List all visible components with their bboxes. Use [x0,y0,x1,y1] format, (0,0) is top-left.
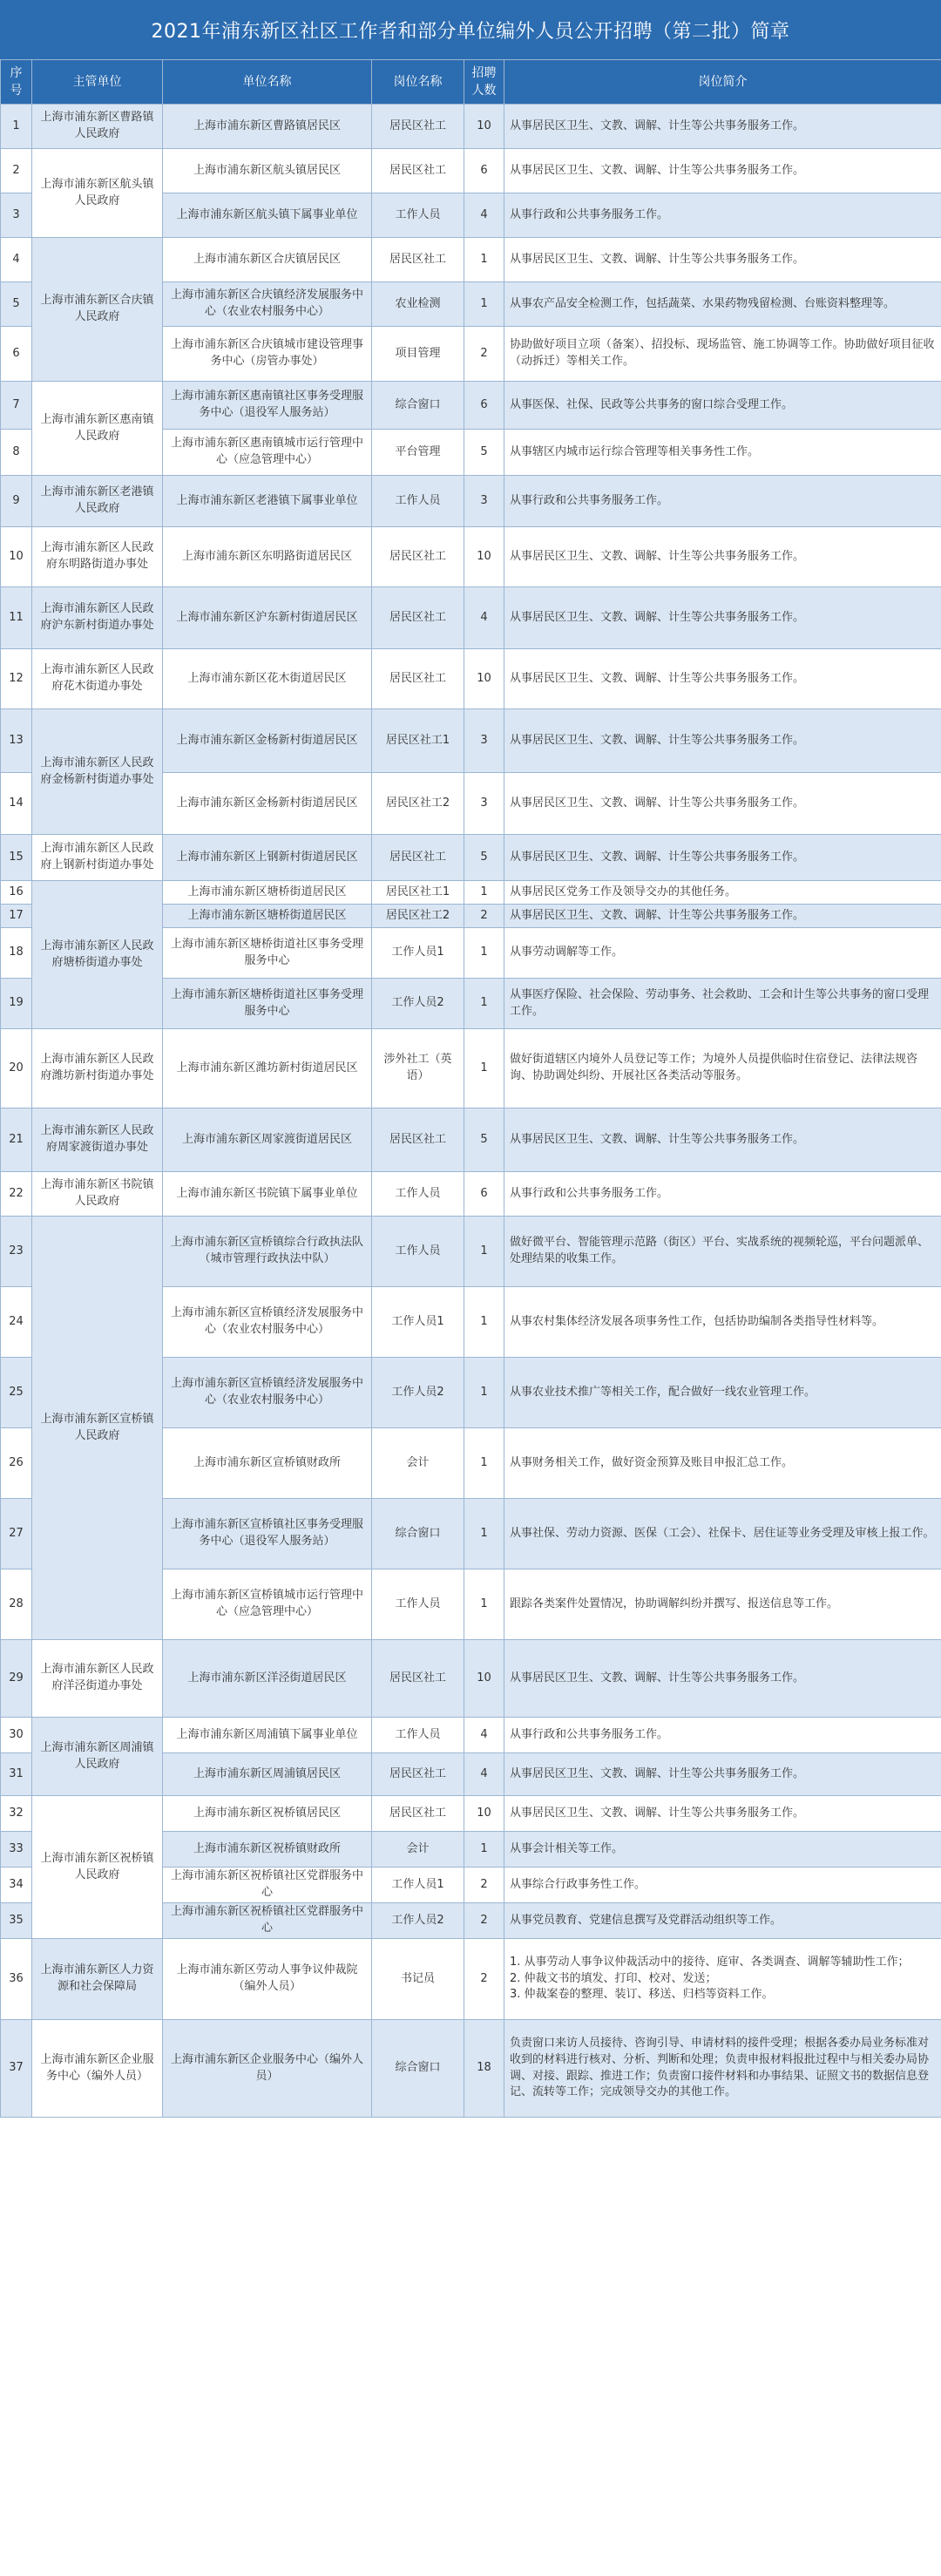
hire-count: 1 [464,282,504,327]
hire-count: 1 [464,1428,504,1499]
row-number: 9 [1,476,32,527]
hire-count: 6 [464,1172,504,1217]
table-row [1,105,941,149]
post-name: 项目管理 [372,327,464,382]
post-description: 从事党员教育、党建信息撰写及党群活动组织等工作。 [504,1903,941,1939]
post-description: 跟踪各类案件处置情况，协助调解纠纷并撰写、报送信息等工作。 [504,1569,941,1640]
hire-count: 2 [464,1903,504,1939]
post-name: 居民区社工 [372,105,464,149]
hire-count: 1 [464,1217,504,1287]
post-description: 从事医疗保险、社会保险、劳动事务、社会救助、工会和计生等公共事务的窗口受理工作。 [504,979,941,1029]
row-number: 28 [1,1569,32,1640]
supervisor-unit: 上海市浦东新区人民政府金杨新村街道办事处 [32,709,163,835]
supervisor-unit: 上海市浦东新区曹路镇人民政府 [32,105,163,149]
org-name: 上海市浦东新区祝桥镇居民区 [163,1796,372,1832]
row-number: 32 [1,1796,32,1832]
post-name: 居民区社工 [372,587,464,649]
row-number: 21 [1,1108,32,1172]
hire-count: 18 [464,2020,504,2118]
row-number: 25 [1,1358,32,1428]
org-name: 上海市浦东新区花木街道居民区 [163,649,372,709]
org-name: 上海市浦东新区合庆镇城市建设管理事务中心（房管办事处） [163,327,372,382]
row-number: 3 [1,193,32,238]
org-name: 上海市浦东新区企业服务中心（编外人员） [163,2020,372,2118]
post-description: 从事农产品安全检测工作，包括蔬菜、水果药物残留检测、台账资料整理等。 [504,282,941,327]
row-number: 19 [1,979,32,1029]
post-description: 从事居民区党务工作及领导交办的其他任务。 [504,881,941,905]
supervisor-unit: 上海市浦东新区祝桥镇人民政府 [32,1796,163,1939]
row-number: 7 [1,382,32,430]
post-name: 居民区社工1 [372,881,464,905]
hire-count: 4 [464,193,504,238]
hire-count: 2 [464,1868,504,1903]
hire-count: 2 [464,1939,504,2020]
hire-count: 4 [464,1753,504,1796]
header-post: 岗位名称 [372,60,464,105]
hire-count: 3 [464,709,504,773]
table-row [1,709,941,773]
table-row [1,1939,941,2020]
supervisor-unit: 上海市浦东新区书院镇人民政府 [32,1172,163,1217]
post-name: 工作人员 [372,1217,464,1287]
row-number: 10 [1,527,32,587]
post-description: 1. 从事劳动人事争议仲裁活动中的接待、庭审、各类调查、调解等辅助性工作； 2. 仲裁文书的填发、打印、校对、发送； 3. 仲裁案卷的整理、装订、移送、归档等资料工作。 [504,1939,941,2020]
post-description: 从事居民区卫生、文教、调解、计生等公共事务服务工作。 [504,905,941,928]
post-name: 居民区社工 [372,1640,464,1718]
row-number: 18 [1,928,32,979]
table-row [1,881,941,905]
supervisor-unit: 上海市浦东新区合庆镇人民政府 [32,238,163,382]
hire-count: 1 [464,1499,504,1569]
hire-count: 6 [464,382,504,430]
post-name: 书记员 [372,1939,464,2020]
hire-count: 2 [464,327,504,382]
post-name: 平台管理 [372,430,464,476]
supervisor-unit: 上海市浦东新区惠南镇人民政府 [32,382,163,476]
org-name: 上海市浦东新区潍坊新村街道居民区 [163,1029,372,1108]
post-description: 从事会计相关等工作。 [504,1832,941,1868]
header-org: 单位名称 [163,60,372,105]
post-name: 工作人员 [372,193,464,238]
org-name: 上海市浦东新区宣桥镇经济发展服务中心（农业农村服务中心） [163,1358,372,1428]
supervisor-unit: 上海市浦东新区人力资源和社会保障局 [32,1939,163,2020]
post-description: 做好微平台、智能管理示范路（街区）平台、实战系统的视频轮巡，平台问题派单、处理结果的收集工作。 [504,1217,941,1287]
supervisor-unit: 上海市浦东新区人民政府花木街道办事处 [32,649,163,709]
table-row [1,1108,941,1172]
supervisor-unit: 上海市浦东新区人民政府塘桥街道办事处 [32,881,163,1029]
org-name: 上海市浦东新区劳动人事争议仲裁院（编外人员） [163,1939,372,2020]
row-number: 1 [1,105,32,149]
org-name: 上海市浦东新区宣桥镇城市运行管理中心（应急管理中心） [163,1569,372,1640]
org-name: 上海市浦东新区塘桥街道社区事务受理服务中心 [163,979,372,1029]
supervisor-unit: 上海市浦东新区宣桥镇人民政府 [32,1217,163,1640]
hire-count: 10 [464,527,504,587]
row-number: 36 [1,1939,32,2020]
recruitment-table [0,59,941,2118]
hire-count: 1 [464,1358,504,1428]
hire-count: 1 [464,928,504,979]
supervisor-unit: 上海市浦东新区人民政府沪东新村街道办事处 [32,587,163,649]
org-name: 上海市浦东新区合庆镇经济发展服务中心（农业农村服务中心） [163,282,372,327]
post-description: 从事居民区卫生、文教、调解、计生等公共事务服务工作。 [504,1796,941,1832]
post-name: 涉外社工（英语） [372,1029,464,1108]
row-number: 13 [1,709,32,773]
table-row [1,835,941,881]
post-name: 工作人员2 [372,1358,464,1428]
post-name: 工作人员1 [372,928,464,979]
table-header-row [1,60,941,105]
post-description: 从事行政和公共事务服务工作。 [504,193,941,238]
post-description: 从事劳动调解等工作。 [504,928,941,979]
hire-count: 1 [464,238,504,282]
post-name: 综合窗口 [372,2020,464,2118]
org-name: 上海市浦东新区东明路街道居民区 [163,527,372,587]
table-row [1,649,941,709]
page-title: 2021年浦东新区社区工作者和部分单位编外人员公开招聘（第二批）简章 [0,0,941,59]
post-description: 从事居民区卫生、文教、调解、计生等公共事务服务工作。 [504,1108,941,1172]
post-name: 工作人员 [372,1569,464,1640]
table-row [1,527,941,587]
post-description: 从事行政和公共事务服务工作。 [504,1718,941,1753]
post-name: 居民区社工 [372,649,464,709]
row-number: 15 [1,835,32,881]
org-name: 上海市浦东新区沪东新村街道居民区 [163,587,372,649]
hire-count: 10 [464,105,504,149]
post-description: 做好街道辖区内境外人员登记等工作；为境外人员提供临时住宿登记、法律法规咨询、协助调处纠纷、开展社区各类活动等服务。 [504,1029,941,1108]
org-name: 上海市浦东新区宣桥镇经济发展服务中心（农业农村服务中心） [163,1287,372,1358]
table-row [1,2020,941,2118]
hire-count: 4 [464,587,504,649]
row-number: 22 [1,1172,32,1217]
org-name: 上海市浦东新区祝桥镇社区党群服务中心 [163,1868,372,1903]
org-name: 上海市浦东新区周浦镇下属事业单位 [163,1718,372,1753]
row-number: 14 [1,773,32,835]
hire-count: 3 [464,476,504,527]
row-number: 27 [1,1499,32,1569]
org-name: 上海市浦东新区宣桥镇社区事务受理服务中心（退役军人服务站） [163,1499,372,1569]
hire-count: 5 [464,430,504,476]
row-number: 2 [1,149,32,193]
supervisor-unit: 上海市浦东新区航头镇人民政府 [32,149,163,238]
post-description: 从事辖区内城市运行综合管理等相关事务性工作。 [504,430,941,476]
row-number: 34 [1,1868,32,1903]
org-name: 上海市浦东新区金杨新村街道居民区 [163,773,372,835]
table-row [1,149,941,193]
header-no: 序号 [1,60,32,105]
row-number: 8 [1,430,32,476]
org-name: 上海市浦东新区老港镇下属事业单位 [163,476,372,527]
table-row [1,1029,941,1108]
post-description: 从事医保、社保、民政等公共事务的窗口综合受理工作。 [504,382,941,430]
post-name: 农业检测 [372,282,464,327]
row-number: 35 [1,1903,32,1939]
post-description: 从事居民区卫生、文教、调解、计生等公共事务服务工作。 [504,1753,941,1796]
post-name: 工作人员 [372,476,464,527]
table-row [1,1172,941,1217]
post-name: 综合窗口 [372,1499,464,1569]
table-row [1,587,941,649]
hire-count: 10 [464,1640,504,1718]
row-number: 23 [1,1217,32,1287]
post-name: 工作人员2 [372,1903,464,1939]
post-name: 居民区社工 [372,1108,464,1172]
hire-count: 1 [464,1832,504,1868]
org-name: 上海市浦东新区惠南镇社区事务受理服务中心（退役军人服务站） [163,382,372,430]
row-number: 30 [1,1718,32,1753]
post-description: 从事农业技术推广等相关工作，配合做好一线农业管理工作。 [504,1358,941,1428]
post-name: 综合窗口 [372,382,464,430]
table-row [1,1217,941,1287]
row-number: 17 [1,905,32,928]
hire-count: 5 [464,1108,504,1172]
hire-count: 5 [464,835,504,881]
hire-count: 1 [464,1569,504,1640]
supervisor-unit: 上海市浦东新区人民政府上钢新村街道办事处 [32,835,163,881]
row-number: 26 [1,1428,32,1499]
post-name: 工作人员 [372,1718,464,1753]
supervisor-unit: 上海市浦东新区企业服务中心（编外人员） [32,2020,163,2118]
post-description: 从事行政和公共事务服务工作。 [504,1172,941,1217]
table-row [1,1796,941,1832]
row-number: 29 [1,1640,32,1718]
table-row [1,476,941,527]
row-number: 12 [1,649,32,709]
hire-count: 3 [464,773,504,835]
row-number: 33 [1,1832,32,1868]
table-row [1,382,941,430]
table-body [1,105,941,2118]
post-name: 会计 [372,1428,464,1499]
row-number: 6 [1,327,32,382]
post-description: 从事居民区卫生、文教、调解、计生等公共事务服务工作。 [504,709,941,773]
post-description: 从事农村集体经济发展各项事务性工作，包括协助编制各类指导性材料等。 [504,1287,941,1358]
hire-count: 6 [464,149,504,193]
org-name: 上海市浦东新区书院镇下属事业单位 [163,1172,372,1217]
supervisor-unit: 上海市浦东新区人民政府潍坊新村街道办事处 [32,1029,163,1108]
table-row [1,238,941,282]
post-description: 从事财务相关工作，做好资金预算及账目申报汇总工作。 [504,1428,941,1499]
post-name: 居民区社工 [372,238,464,282]
post-description: 从事居民区卫生、文教、调解、计生等公共事务服务工作。 [504,238,941,282]
hire-count: 1 [464,1029,504,1108]
row-number: 31 [1,1753,32,1796]
org-name: 上海市浦东新区宣桥镇财政所 [163,1428,372,1499]
org-name: 上海市浦东新区合庆镇居民区 [163,238,372,282]
org-name: 上海市浦东新区周浦镇居民区 [163,1753,372,1796]
row-number: 11 [1,587,32,649]
post-name: 工作人员 [372,1172,464,1217]
org-name: 上海市浦东新区惠南镇城市运行管理中心（应急管理中心） [163,430,372,476]
supervisor-unit: 上海市浦东新区人民政府周家渡街道办事处 [32,1108,163,1172]
org-name: 上海市浦东新区祝桥镇社区党群服务中心 [163,1903,372,1939]
row-number: 16 [1,881,32,905]
hire-count: 2 [464,905,504,928]
header-unit: 主管单位 [32,60,163,105]
post-description: 从事居民区卫生、文教、调解、计生等公共事务服务工作。 [504,649,941,709]
org-name: 上海市浦东新区塘桥街道居民区 [163,905,372,928]
post-description: 从事居民区卫生、文教、调解、计生等公共事务服务工作。 [504,587,941,649]
post-name: 会计 [372,1832,464,1868]
org-name: 上海市浦东新区金杨新村街道居民区 [163,709,372,773]
post-name: 工作人员2 [372,979,464,1029]
supervisor-unit: 上海市浦东新区人民政府洋泾街道办事处 [32,1640,163,1718]
post-name: 居民区社工2 [372,905,464,928]
org-name: 上海市浦东新区塘桥街道社区事务受理服务中心 [163,928,372,979]
supervisor-unit: 上海市浦东新区人民政府东明路街道办事处 [32,527,163,587]
post-name: 居民区社工 [372,835,464,881]
row-number: 5 [1,282,32,327]
org-name: 上海市浦东新区航头镇下属事业单位 [163,193,372,238]
post-description: 从事居民区卫生、文教、调解、计生等公共事务服务工作。 [504,527,941,587]
table-row [1,1718,941,1753]
post-description: 协助做好项目立项（备案）、招投标、现场监管、施工协调等工作。协助做好项目征收（动拆迁）等相关工作。 [504,327,941,382]
post-name: 工作人员1 [372,1868,464,1903]
org-name: 上海市浦东新区曹路镇居民区 [163,105,372,149]
hire-count: 1 [464,881,504,905]
post-name: 居民区社工 [372,149,464,193]
post-name: 居民区社工 [372,527,464,587]
post-description: 从事综合行政事务性工作。 [504,1868,941,1903]
org-name: 上海市浦东新区周家渡街道居民区 [163,1108,372,1172]
header-desc: 岗位简介 [504,60,941,105]
row-number: 37 [1,2020,32,2118]
row-number: 24 [1,1287,32,1358]
hire-count: 10 [464,649,504,709]
supervisor-unit: 上海市浦东新区老港镇人民政府 [32,476,163,527]
post-description: 负责窗口来访人员接待、咨询引导、申请材料的接件受理；根据各委办局业务标准对收到的材料进行核对、分析、判断和处理；负责申报材料报批过程中与相关委办局协调、对接、跟踪、推进工作；负责窗口接件材料和办事结果、证照文书的数据信息登记、流转等工作；完成领导交办的其他工作。 [504,2020,941,2118]
hire-count: 1 [464,979,504,1029]
org-name: 上海市浦东新区洋泾街道居民区 [163,1640,372,1718]
post-description: 从事居民区卫生、文教、调解、计生等公共事务服务工作。 [504,835,941,881]
hire-count: 1 [464,1287,504,1358]
post-name: 居民区社工 [372,1753,464,1796]
post-description: 从事社保、劳动力资源、医保（工会）、社保卡、居住证等业务受理及审核上报工作。 [504,1499,941,1569]
header-count: 招聘人数 [464,60,504,105]
post-description: 从事居民区卫生、文教、调解、计生等公共事务服务工作。 [504,773,941,835]
org-name: 上海市浦东新区祝桥镇财政所 [163,1832,372,1868]
table-row [1,1640,941,1718]
org-name: 上海市浦东新区塘桥街道居民区 [163,881,372,905]
supervisor-unit: 上海市浦东新区周浦镇人民政府 [32,1718,163,1796]
post-name: 居民区社工 [372,1796,464,1832]
post-name: 工作人员1 [372,1287,464,1358]
post-name: 居民区社工2 [372,773,464,835]
row-number: 20 [1,1029,32,1108]
hire-count: 10 [464,1796,504,1832]
post-description: 从事居民区卫生、文教、调解、计生等公共事务服务工作。 [504,105,941,149]
org-name: 上海市浦东新区上钢新村街道居民区 [163,835,372,881]
post-description: 从事行政和公共事务服务工作。 [504,476,941,527]
post-description: 从事居民区卫生、文教、调解、计生等公共事务服务工作。 [504,1640,941,1718]
org-name: 上海市浦东新区航头镇居民区 [163,149,372,193]
hire-count: 4 [464,1718,504,1753]
row-number: 4 [1,238,32,282]
post-description: 从事居民区卫生、文教、调解、计生等公共事务服务工作。 [504,149,941,193]
post-name: 居民区社工1 [372,709,464,773]
org-name: 上海市浦东新区宣桥镇综合行政执法队（城市管理行政执法中队） [163,1217,372,1287]
